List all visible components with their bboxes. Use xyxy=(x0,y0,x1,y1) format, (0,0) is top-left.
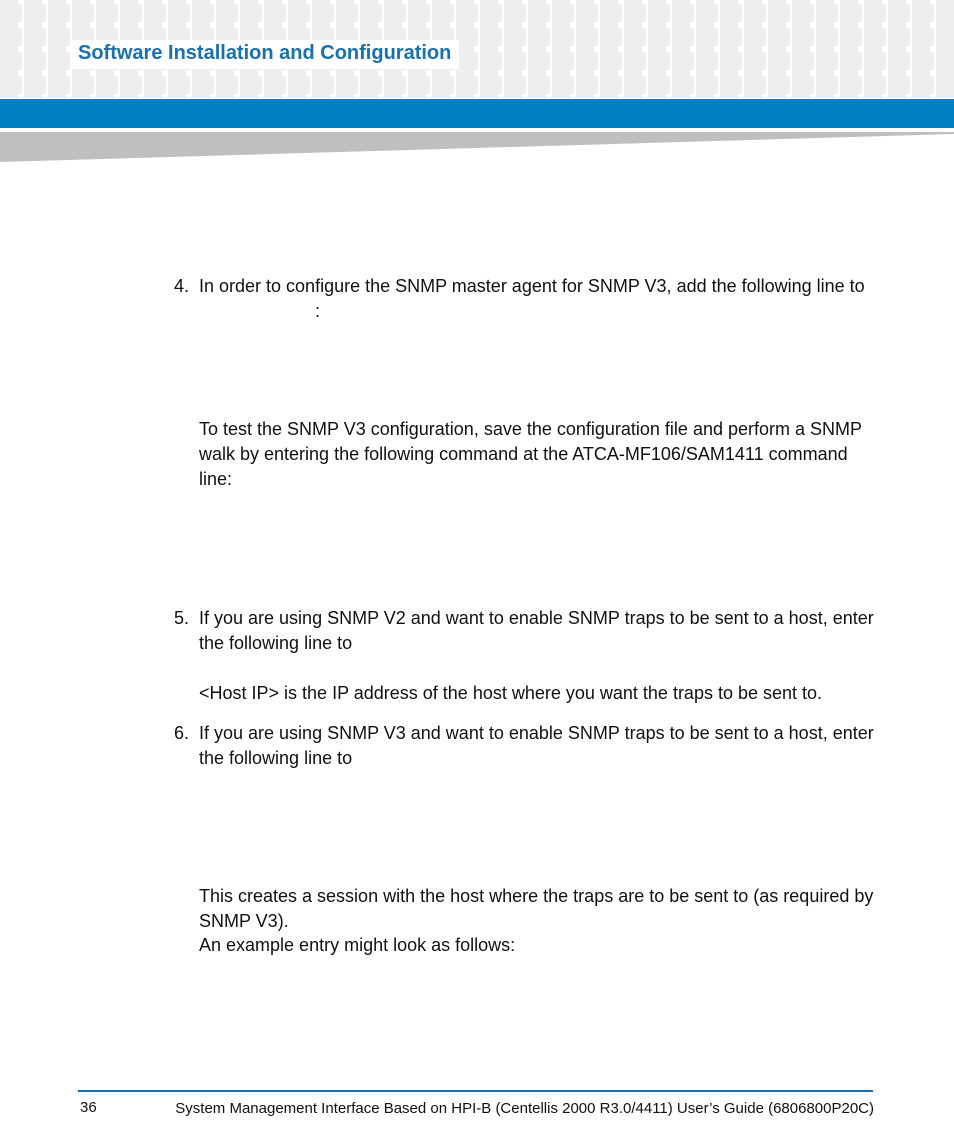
step-text: In order to configure the SNMP master agent for SNMP V3, add the following line to xyxy=(199,276,865,296)
header-tile xyxy=(916,4,934,22)
header-band xyxy=(0,0,954,98)
header-tile xyxy=(364,4,382,22)
header-tile xyxy=(604,52,622,70)
header-tile xyxy=(4,4,22,22)
header-tile xyxy=(772,4,790,22)
header-tile xyxy=(916,52,934,70)
step-text: If you are using SNMP V3 and want to enable SNMP traps to be sent to a host, enter the following line to xyxy=(199,723,874,768)
header-tile xyxy=(652,76,670,94)
header-tile xyxy=(532,52,550,70)
header-tile xyxy=(844,52,862,70)
header-tile xyxy=(700,4,718,22)
header-tile xyxy=(292,4,310,22)
header-tile xyxy=(772,28,790,46)
header-tile xyxy=(892,4,910,22)
header-tile xyxy=(148,76,166,94)
header-tile xyxy=(532,4,550,22)
header-tile xyxy=(532,76,550,94)
header-tile xyxy=(844,4,862,22)
header-tile xyxy=(124,76,142,94)
header-tile xyxy=(820,4,838,22)
footer-doc-title: System Management Interface Based on HPI-B (Centellis 2000 R3.0/4411) User’s Guide (6806800P20C) xyxy=(175,1100,874,1117)
header-tile xyxy=(868,28,886,46)
header-tile xyxy=(724,76,742,94)
header-tile xyxy=(724,28,742,46)
header-tile xyxy=(76,76,94,94)
header-tile xyxy=(796,28,814,46)
header-tile xyxy=(796,4,814,22)
header-tile xyxy=(892,52,910,70)
header-tile xyxy=(4,76,22,94)
header-tile xyxy=(28,52,46,70)
header-tile xyxy=(700,28,718,46)
header-tile xyxy=(220,4,238,22)
header-tile xyxy=(196,76,214,94)
header-tile xyxy=(556,4,574,22)
header-tile xyxy=(652,28,670,46)
header-tile xyxy=(844,28,862,46)
session-note: This creates a session with the host where the traps are to be sent to (as required by SNMP V3). xyxy=(199,886,874,931)
header-tile xyxy=(580,76,598,94)
header-tile xyxy=(172,76,190,94)
header-tile xyxy=(916,76,934,94)
step-4-colon: : xyxy=(315,301,321,321)
header-tile xyxy=(820,28,838,46)
footer-rule xyxy=(78,1090,873,1092)
header-tile xyxy=(772,52,790,70)
header-tile xyxy=(748,76,766,94)
header-tile xyxy=(52,76,70,94)
header-tile xyxy=(316,4,334,22)
header-tile xyxy=(796,52,814,70)
header-tile xyxy=(652,52,670,70)
section-title: Software Installation and Configuration xyxy=(70,40,459,69)
header-tile xyxy=(436,76,454,94)
header-tile xyxy=(916,28,934,46)
header-tile xyxy=(892,28,910,46)
header-tile xyxy=(388,4,406,22)
header-tile xyxy=(316,76,334,94)
header-tile xyxy=(28,76,46,94)
header-blue-bar xyxy=(0,99,954,128)
header-tile xyxy=(4,28,22,46)
header-tile xyxy=(628,28,646,46)
header-tile xyxy=(676,4,694,22)
header-tile xyxy=(460,28,478,46)
header-gray-wedge xyxy=(0,128,954,164)
header-tile xyxy=(340,76,358,94)
header-tile xyxy=(868,4,886,22)
header-tile xyxy=(340,4,358,22)
header-tile xyxy=(220,76,238,94)
header-tile xyxy=(28,28,46,46)
header-tile xyxy=(484,4,502,22)
header-tile xyxy=(76,4,94,22)
header-tile xyxy=(484,76,502,94)
header-tile xyxy=(940,4,954,22)
header-tile xyxy=(484,52,502,70)
header-tile xyxy=(820,76,838,94)
header-tile xyxy=(652,4,670,22)
header-tile xyxy=(292,76,310,94)
header-tile xyxy=(28,4,46,22)
header-tile xyxy=(100,4,118,22)
header-tile xyxy=(748,28,766,46)
header-tile xyxy=(676,28,694,46)
header-tile xyxy=(796,76,814,94)
header-tile xyxy=(628,76,646,94)
header-tile xyxy=(772,76,790,94)
header-tile xyxy=(940,52,954,70)
header-tile xyxy=(940,76,954,94)
step-number: 5. xyxy=(174,608,190,628)
step-text: If you are using SNMP V2 and want to enable SNMP traps to be sent to a host, enter the following line to xyxy=(199,608,874,653)
header-tile xyxy=(940,28,954,46)
header-tile xyxy=(244,4,262,22)
header-tile xyxy=(52,52,70,70)
header-tile xyxy=(700,76,718,94)
header-tile xyxy=(460,52,478,70)
header-tile xyxy=(412,76,430,94)
header-tile xyxy=(748,4,766,22)
header-tile xyxy=(364,76,382,94)
step-number: 6. xyxy=(174,723,190,743)
header-tile xyxy=(484,28,502,46)
header-tile xyxy=(844,76,862,94)
header-tile xyxy=(580,28,598,46)
header-tile xyxy=(580,4,598,22)
header-tile xyxy=(460,76,478,94)
header-tile xyxy=(604,28,622,46)
header-tile xyxy=(820,52,838,70)
header-tile xyxy=(244,76,262,94)
header-tile xyxy=(556,52,574,70)
header-tile xyxy=(604,76,622,94)
header-tile xyxy=(52,28,70,46)
header-tile xyxy=(436,4,454,22)
header-tile xyxy=(412,4,430,22)
header-tile xyxy=(196,4,214,22)
header-tile xyxy=(628,52,646,70)
header-tile xyxy=(556,28,574,46)
header-tile xyxy=(124,4,142,22)
header-tile xyxy=(676,76,694,94)
header-tile xyxy=(724,52,742,70)
header-tile xyxy=(892,76,910,94)
header-tile xyxy=(556,76,574,94)
header-tile xyxy=(508,52,526,70)
header-tile xyxy=(508,28,526,46)
header-tile xyxy=(628,4,646,22)
test-instructions: To test the SNMP V3 configuration, save the configuration file and perform a SNMP walk by entering the following command at the ATCA-MF106/SAM1411 command line: xyxy=(199,419,862,489)
header-tile xyxy=(460,4,478,22)
page-number: 36 xyxy=(80,1099,97,1116)
header-tile xyxy=(532,28,550,46)
host-ip-note: <Host IP> is the IP address of the host where you want the traps to be sent to. xyxy=(199,683,823,703)
header-tile xyxy=(604,4,622,22)
header-tile xyxy=(172,4,190,22)
header-tile xyxy=(676,52,694,70)
header-tile xyxy=(748,52,766,70)
header-tile xyxy=(148,4,166,22)
header-tile xyxy=(868,52,886,70)
header-tile xyxy=(580,52,598,70)
header-tile xyxy=(52,4,70,22)
example-intro: An example entry might look as follows: xyxy=(199,935,516,955)
header-tile xyxy=(268,4,286,22)
step-number: 4. xyxy=(174,276,190,296)
header-tile xyxy=(868,76,886,94)
header-tile xyxy=(508,76,526,94)
header-tile xyxy=(508,4,526,22)
header-tile xyxy=(388,76,406,94)
header-tile xyxy=(100,76,118,94)
header-tile xyxy=(724,4,742,22)
header-tile xyxy=(700,52,718,70)
header-tile xyxy=(268,76,286,94)
header-tile xyxy=(4,52,22,70)
